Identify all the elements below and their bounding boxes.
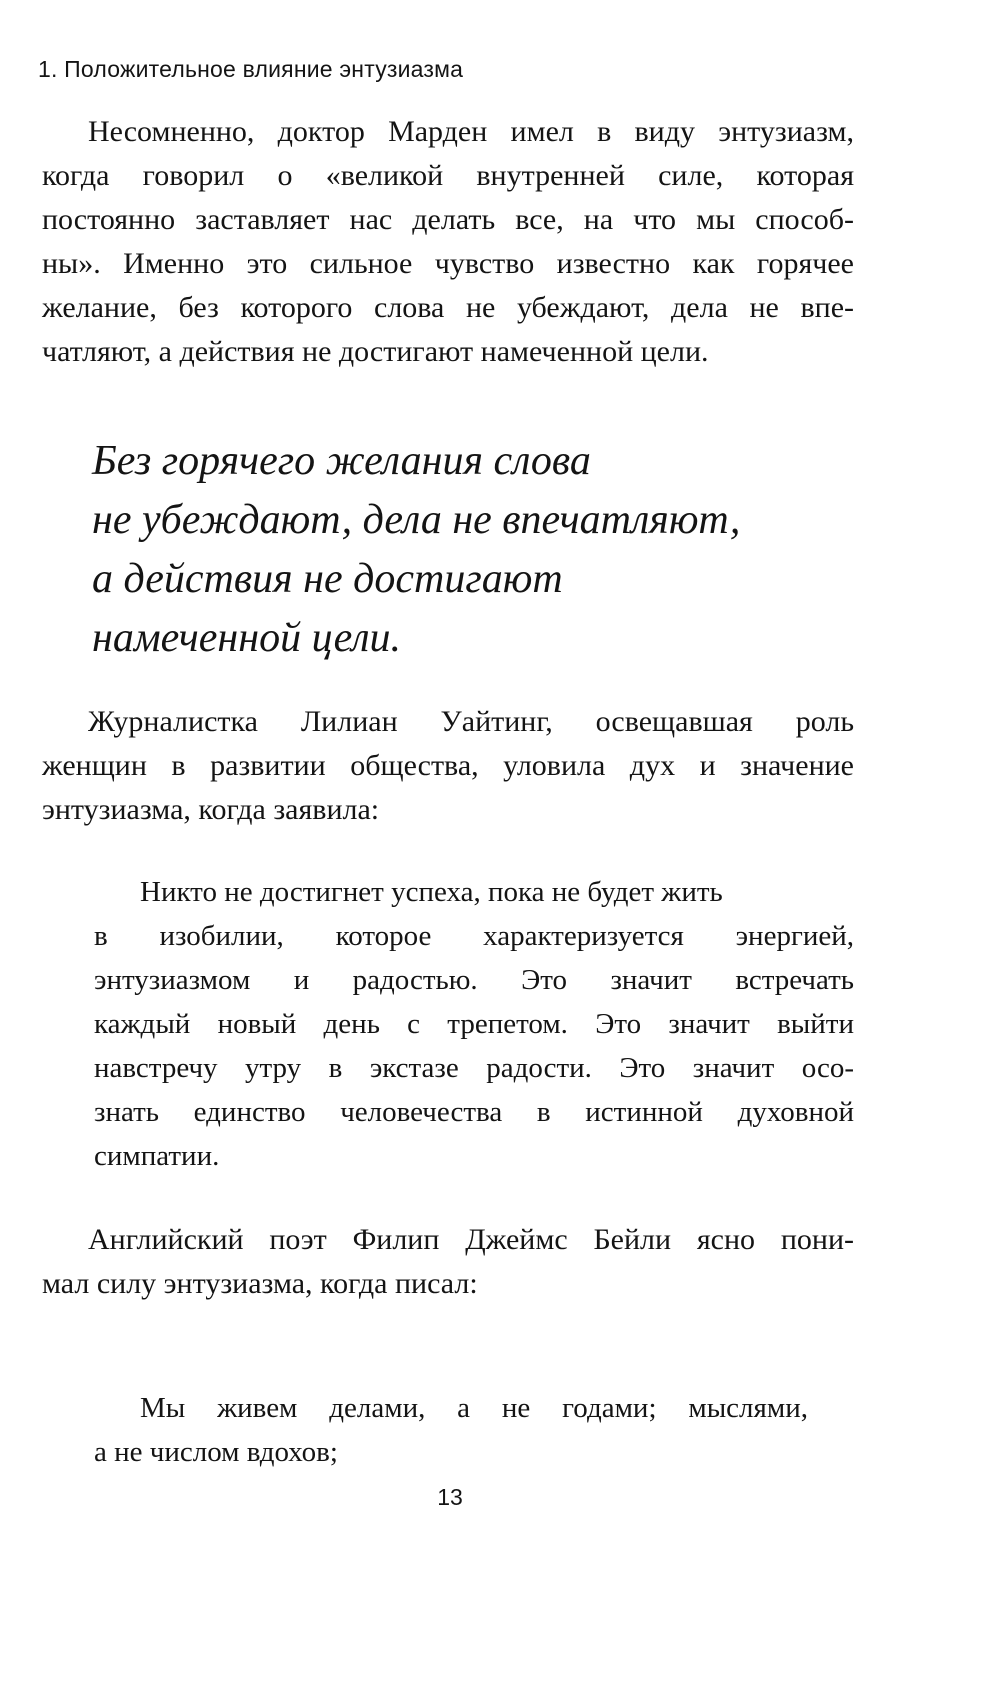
paragraph-1-line: чатляют, а действия не достигают намеченной цели. [42, 335, 709, 368]
pull-quote-line: а действия не достигают [92, 556, 563, 602]
running-head: 1. Положительное влияние энтузиазма [38, 56, 464, 82]
paragraph-3-line: мал силу энтузиазма, когда писал: [42, 1267, 478, 1300]
paragraph-1-line: желание, без которого слова не убеждают, дела не впе- [42, 291, 854, 324]
block-quote-line: в изобилии, которое характеризуется энергией, [94, 920, 854, 952]
block-quote-line: Мы живем делами, а не годами; мыслями, [140, 1392, 808, 1424]
block-quote-line: а не числом вдохов; [94, 1436, 338, 1468]
paragraph-1-line: Несомненно, доктор Марден имел в виду энтузиазм, [88, 115, 854, 148]
paragraph-1-line: постоянно заставляет нас делать все, на что мы способ- [42, 203, 854, 236]
paragraph-3-line: Английский поэт Филип Джеймс Бейли ясно пони- [88, 1223, 854, 1256]
block-quote-line: Никто не достигнет успеха, пока не будет жить [140, 876, 723, 908]
pull-quote [92, 432, 852, 668]
block-quote-bailey [94, 1386, 808, 1474]
pull-quote-line: Без горячего желания слова [92, 438, 591, 484]
block-quote-line: навстречу утру в экстазе радости. Это значит осо- [94, 1052, 854, 1084]
paragraph-2-line: энтузиазма, когда заявила: [42, 793, 380, 826]
pull-quote-line: намеченной цели. [92, 615, 402, 661]
paragraph-1 [42, 110, 854, 374]
block-quote-line: симпатии. [94, 1140, 220, 1172]
paragraph-1-line: ны». Именно это сильное чувство известно как горячее [42, 247, 854, 280]
paragraph-2-line: женщин в развитии общества, уловила дух и значение [42, 749, 854, 782]
paragraph-2-line: Журналистка Лилиан Уайтинг, освещавшая роль [88, 705, 854, 738]
paragraph-2 [42, 700, 854, 832]
paragraph-1-line: когда говорил о «великой внутренней силе, которая [42, 159, 854, 192]
block-quote-whiting [94, 870, 854, 1178]
block-quote-line: каждый новый день с трепетом. Это значит выйти [94, 1008, 854, 1040]
page-number: 13 [437, 1484, 463, 1510]
paragraph-3 [42, 1218, 854, 1306]
pull-quote-line: не убеждают, дела не впечатляют, [92, 497, 741, 543]
block-quote-line: энтузиазмом и радостью. Это значит встречать [94, 964, 854, 996]
block-quote-line: знать единство человечества в истинной духовной [94, 1096, 854, 1128]
